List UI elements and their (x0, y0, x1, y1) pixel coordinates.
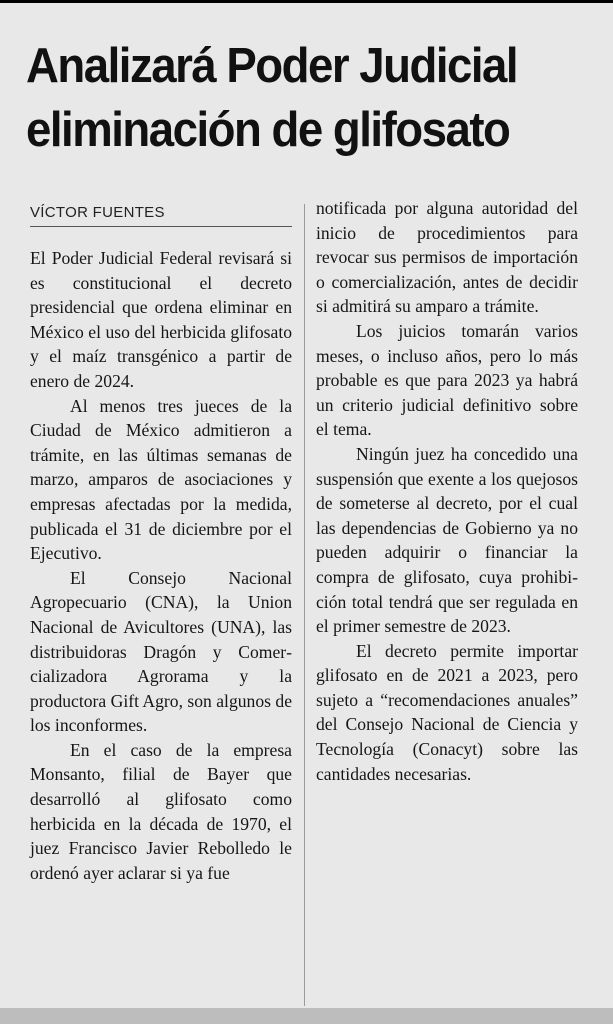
headline-line-1: Analizará Poder Judicial (26, 39, 518, 93)
paragraph: El decreto permite importar glifosato en de 2021 a 2023, pero sujeto a “recomendaciones anuales” del Consejo Nacional de Ciencia y Tecnología (Conacyt) sobre las cantidades necesarias. (316, 640, 578, 784)
paragraph: Al menos tres jueces de la Ciudad de México admitieron a trámite, en las últimas semanas de marzo, amparos de asociaciones y empresas afectadas por la medida, publicada el 31 de diciembre por el Ejecutivo. (30, 395, 292, 564)
paragraph: Los juicios tomarán varios meses, o incluso años, pero lo más probable es que para 2023 ya habrá un criterio judicial definitivo sobre el tema. (316, 320, 578, 440)
byline: VÍCTOR FUENTES (30, 204, 165, 221)
right-column (316, 196, 578, 786)
bottom-bar (0, 1008, 613, 1024)
headline-line-2: eliminación de glifosato (26, 103, 510, 157)
paragraph: En el caso de la empresa Monsanto, filial de Bayer que desarrolló al glifosato como herbicida en la década de 1970, el juez Francisco Javier Rebolledo le ordenó ayer aclarar si ya fue (30, 739, 292, 883)
paragraph: El Poder Judicial Federal revisará si es constitucional el decreto presidencial que ordena eliminar en México el uso del herbicida glifosato y el maíz transgénico a partir de enero de 2024. (30, 248, 292, 391)
byline-rule (30, 226, 292, 227)
paragraph: notificada por alguna autoridad del inicio de procedimientos para revocar sus permisos de importación o comercialización, antes de decidir si admitirá su amparo a trámite. (316, 198, 578, 317)
top-rule (0, 0, 613, 3)
left-column (30, 246, 292, 885)
headline (26, 34, 556, 162)
paragraph: Ningún juez ha concedido una suspensión que exente a los quejosos de someterse al decreto, por el cual las dependencias de Gobierno ya no pueden adquirir o financiar la compra de glifosato, cuya prohibición total tendrá que ser regulada en el primer semestre de 2023. (316, 443, 578, 637)
paragraph: El Consejo Nacional Agropecuario (CNA), la Union Nacional de Avicultores (UNA), las distribuidoras Dragón y Comercializadora Agrorama y la productora Gift Agro, son algunos de los inconformes. (30, 567, 292, 736)
column-divider (304, 204, 305, 1006)
